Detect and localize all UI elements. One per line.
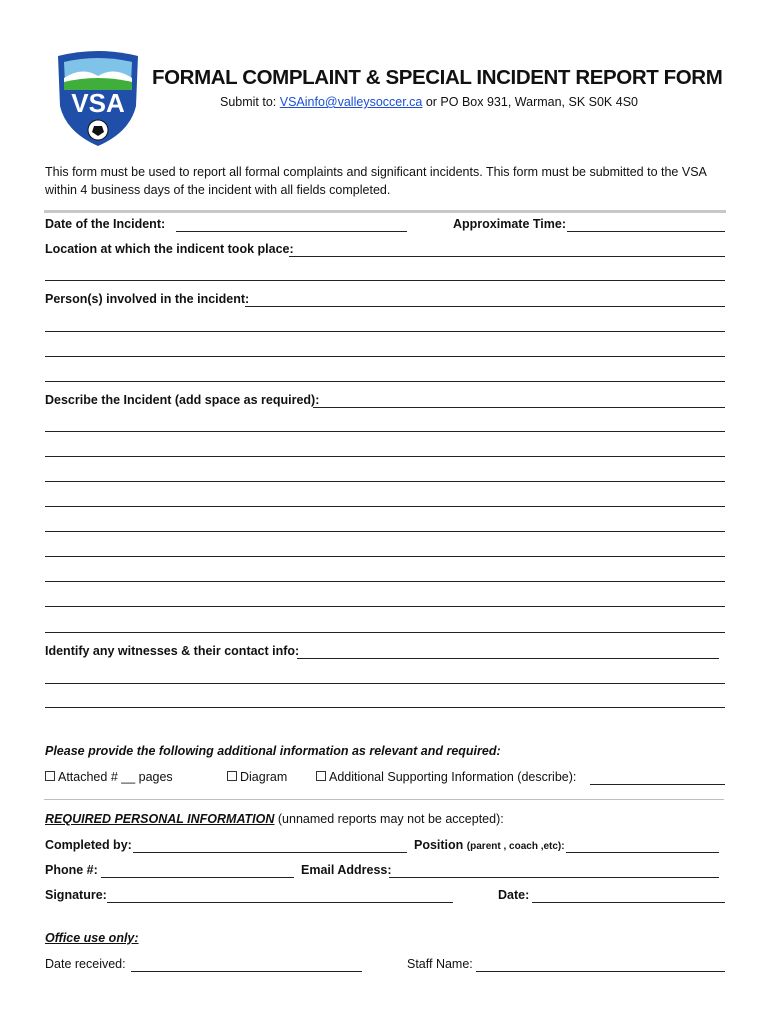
signature-field[interactable] [107,902,453,903]
staff-name-label: Staff Name: [407,957,473,971]
describe-field-line[interactable] [45,531,725,532]
witnesses-field[interactable] [297,658,719,659]
witnesses-field-line[interactable] [45,707,725,708]
describe-field-line[interactable] [45,632,725,633]
supporting-option[interactable]: Additional Supporting Information (describe): [316,770,576,784]
describe-field-line[interactable] [45,606,725,607]
phone-label: Phone #: [45,863,98,877]
date-received-label: Date received: [45,957,126,971]
email-field[interactable] [389,877,719,878]
separator [44,799,724,800]
position-field[interactable] [566,852,719,853]
date-label: Date: [498,888,530,902]
staff-name-field[interactable] [476,971,725,972]
describe-field-line[interactable] [45,481,725,482]
diagram-checkbox[interactable] [227,771,237,781]
phone-field[interactable] [101,877,294,878]
position-label: Position (parent , coach ,etc): [414,838,565,852]
location-field[interactable] [289,256,725,257]
date-received-field[interactable] [131,971,362,972]
witnesses-label: Identify any witnesses & their contact info: [45,644,300,658]
persons-field[interactable] [245,306,725,307]
attached-option[interactable]: Attached # __ pages [45,770,173,784]
witnesses-field-line[interactable] [45,683,725,684]
attached-checkbox[interactable] [45,771,55,781]
describe-label: Describe the Incident (add space as required): [45,393,320,407]
describe-field-line[interactable] [45,556,725,557]
date-incident-field[interactable] [176,231,407,232]
completed-by-label: Completed by: [45,838,132,852]
describe-field-line[interactable] [45,506,725,507]
completed-by-field[interactable] [133,852,407,853]
email-link[interactable]: VSAinfo@valleysoccer.ca [279,95,423,109]
supporting-checkbox[interactable] [316,771,326,781]
describe-field-line[interactable] [45,581,725,582]
describe-field-line[interactable] [45,431,725,432]
persons-field-line[interactable] [45,331,725,332]
personal-heading: REQUIRED PERSONAL INFORMATION (unnamed reports may not be accepted): [45,812,504,826]
intro-text: This form must be used to report all formal complaints and significant incidents. This form must be submitted to the VSA within 4 business days of the incident with all fields completed. [45,165,707,197]
approx-time-label: Approximate Time: [453,217,566,231]
persons-label: Person(s) involved in the incident: [45,292,250,306]
email-label: Email Address: [301,863,392,877]
date-field[interactable] [532,902,725,903]
logo-text: VSA [71,88,125,118]
vsa-logo [52,48,144,148]
approx-time-field[interactable] [567,231,725,232]
persons-field-line[interactable] [45,356,725,357]
submit-info: Submit to: VSAinfo@valleysoccer.ca or PO Box 931, Warman, SK S0K 4S0 [220,95,638,109]
supporting-field[interactable] [590,784,725,785]
separator [44,210,726,213]
describe-field[interactable] [313,407,725,408]
signature-label: Signature: [45,888,107,902]
persons-field-line[interactable] [45,381,725,382]
form-title: FORMAL COMPLAINT & SPECIAL INCIDENT REPORT FORM [152,66,723,89]
additional-heading: Please provide the following additional information as relevant and required: [45,744,501,758]
date-incident-label: Date of the Incident: [45,217,166,231]
office-heading: Office use only: [45,931,139,945]
diagram-option[interactable]: Diagram [227,770,287,784]
location-field-line[interactable] [45,280,725,281]
location-label: Location at which the indicent took place: [45,242,294,256]
describe-field-line[interactable] [45,456,725,457]
